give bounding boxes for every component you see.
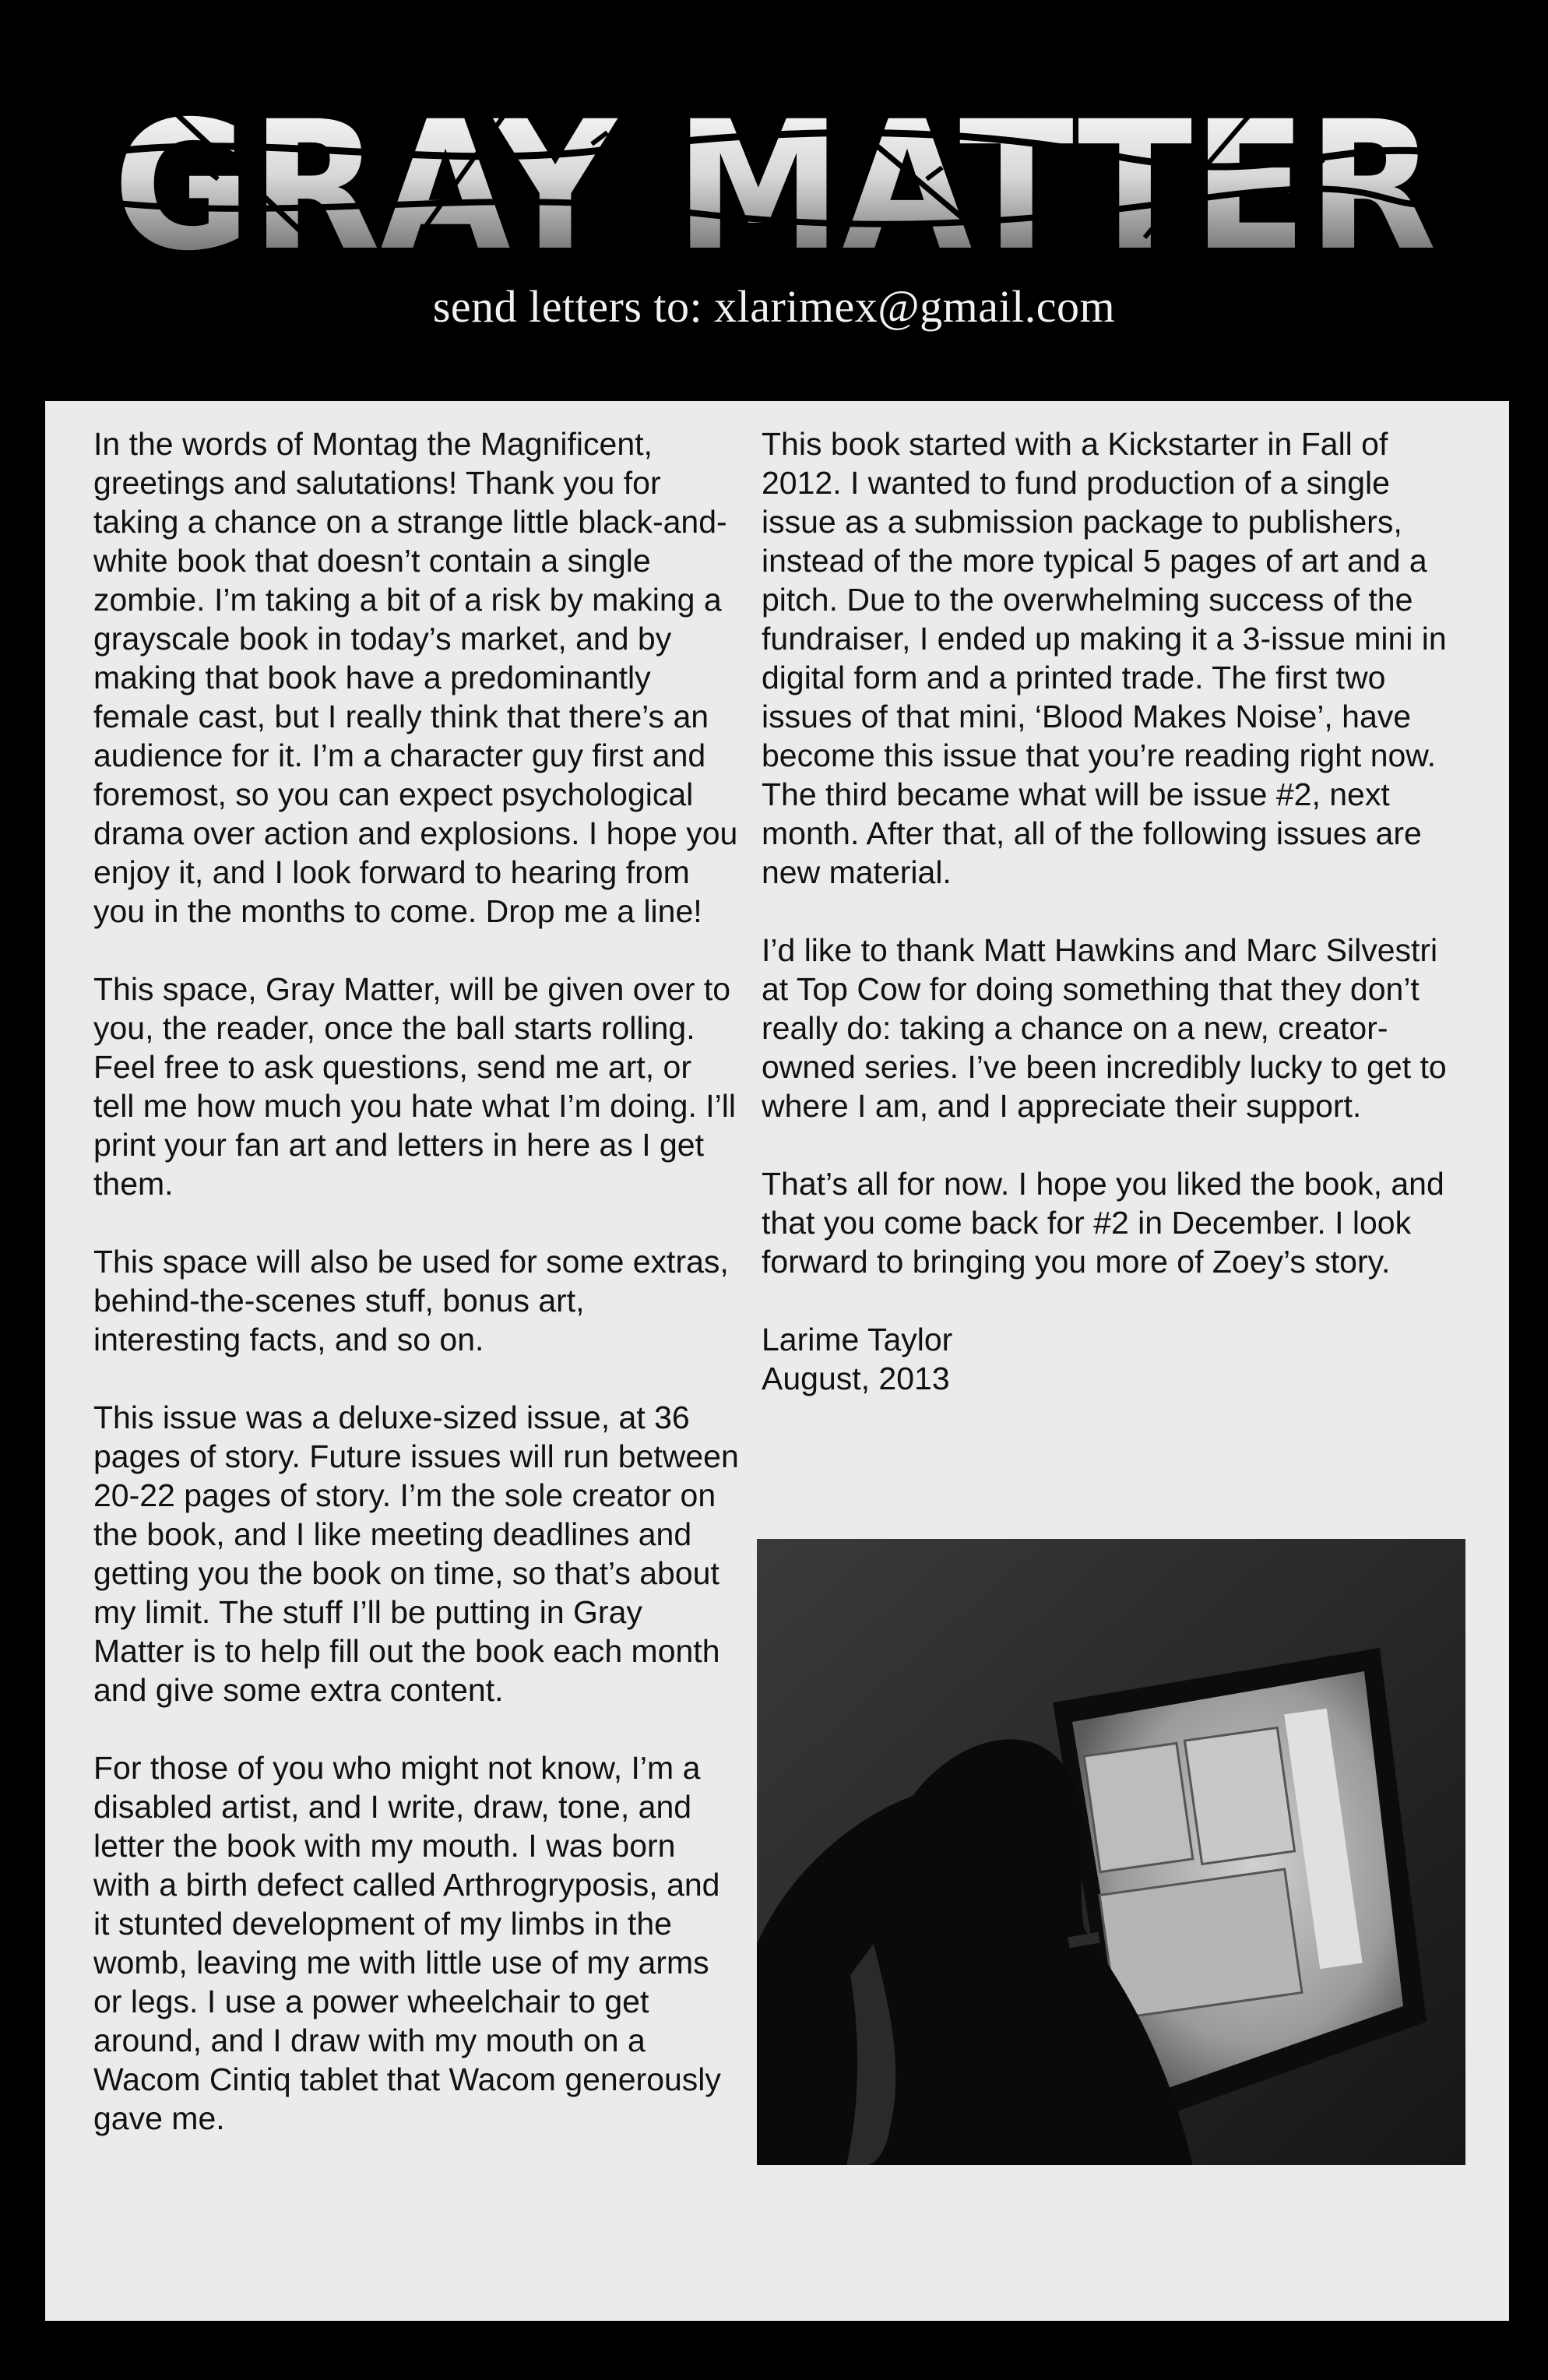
paragraph: I’d like to thank Matt Hawkins and Marc Silvestri at Top Cow for doing something that they don’t really do: taking a chance on a new, creator-owned series. I’ve been incredibly lucky to get to where I am, and I appreciate their support.	[762, 932, 1447, 1124]
masthead	[0, 0, 1548, 397]
signature-name: Larime Taylor	[762, 1322, 953, 1357]
photo-icon	[757, 1539, 1465, 2165]
paragraph: This issue was a deluxe-sized issue, at 36 pages of story. Future issues will run between 20-22 pages of story. I’m the sole creator on the book, and I like meeting deadlines and getting you the book on time, so that’s about my limit. The stuff I’ll be putting in Gray Matter is to help fill out the book each month and give some extra content.	[93, 1399, 739, 1708]
content-panel	[45, 401, 1509, 2321]
paragraph: This book started with a Kickstarter in Fall of 2012. I wanted to fund production of a single issue as a submission package to publishers, instead of the more typical 5 pages of art and a pitch. Due to the overwhelming success of the fundraiser, I ended up making it a 3-issue mini in digital form and a printed trade. The first two issues of that mini, ‘Blood Makes Noise’, have become this issue that you’re reading right now. The third became what will be issue #2, next month. After that, all of the following issues are new material.	[762, 426, 1447, 890]
paragraph: That’s all for now. I hope you liked the book, and that you come back for #2 in December. I look forward to bringing you more of Zoey’s story.	[762, 1166, 1444, 1280]
signature-date: August, 2013	[762, 1361, 950, 1396]
letters-address: send letters to: xlarimex@gmail.com	[432, 281, 1116, 332]
right-column	[762, 424, 1447, 1398]
paragraph: This space, Gray Matter, will be given over to you, the reader, once the ball starts rolling. Feel free to ask questions, send me art, or tell me how much you hate what I’m doing. I’ll print your fan art and letters in here as I get them.	[93, 971, 736, 1202]
photo-artist-at-tablet	[757, 1539, 1465, 2165]
paragraph: In the words of Montag the Magnificent, greetings and salutations! Thank you for taking a chance on a strange little black-and-white book that doesn’t contain a single zombie. I’m taking a bit of a risk by making a grayscale book in today’s market, and by making that book have a predominantly female cast, but I really think that there’s an audience for it. I’m a character guy first and foremost, so you can expect psychological drama over action and explosions. I hope you enjoy it, and I look forward to hearing from you in the months to come. Drop me a line!	[93, 426, 738, 929]
logo	[109, 78, 1441, 265]
logo-graphic	[109, 78, 1441, 265]
paragraph: This space will also be used for some extras, behind-the-scenes stuff, bonus art, interesting facts, and so on.	[93, 1244, 729, 1357]
left-column	[93, 424, 740, 2177]
paragraph: For those of you who might not know, I’m a disabled artist, and I write, draw, tone, and letter the book with my mouth. I was born with a birth defect called Arthrogryposis, and it stunted development of my limbs in the womb, leaving me with little use of my arms or legs. I use a power wheelchair to get around, and I draw with my mouth on a Wacom Cintiq tablet that Wacom generously gave me.	[93, 1750, 721, 2136]
logo-text: GRAY MATTER	[113, 83, 1437, 265]
